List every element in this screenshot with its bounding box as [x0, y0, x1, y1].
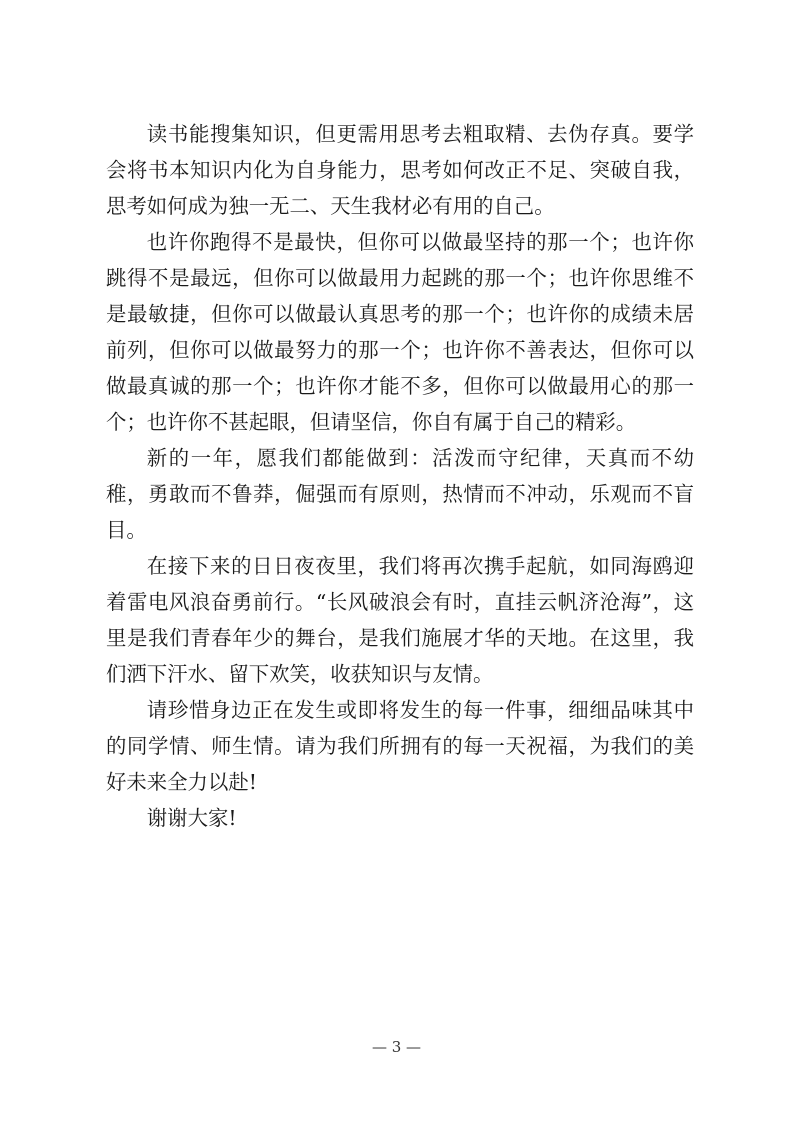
paragraph-new-year: 新的一年，愿我们都能做到：活泼而守纪律，天真而不幼稚，勇敢而不鲁莽，倔强而有原则，热情而不冲动，乐观而不盲目。 — [106, 446, 694, 542]
page-number: — 3 — — [371, 1038, 422, 1056]
paragraph-set-sail: 在接下来的日日夜夜里，我们将再次携手起航，如同海鸥迎着雷电风浪奋勇前行。“长风破浪会有时，直挂云帆济沧海”，这里是我们青春年少的舞台，是我们施展才华的天地。在这里，我们洒下汗水、留下欢笑，收获知识与友情。 — [106, 554, 694, 686]
paragraph-maybe-you: 也许你跑得不是最快，但你可以做最坚持的那一个；也许你跳得不是最远，但你可以做最用力起跳的那一个；也许你思维不是最敏捷，但你可以做最认真思考的那一个；也许你的成绩未居前列，但你可以做最努力的那一个；也许你不善表达，但你可以做最真诚的那一个；也许你才能不多，但你可以做最用心的那一个；也许你不甚起眼，但请坚信，你自有属于自己的精彩。 — [106, 230, 694, 434]
paragraph-reading: 读书能搜集知识，但更需用思考去粗取精、去伪存真。要学会将书本知识内化为自身能力，思考如何改正不足、突破自我，思考如何成为独一无二、天生我材必有用的自己。 — [106, 122, 694, 218]
body-text — [106, 116, 694, 836]
paragraph-thanks: 谢谢大家! — [146, 806, 237, 830]
paragraph-cherish: 请珍惜身边正在发生或即将发生的每一件事，细细品味其中的同学情、师生情。请为我们所拥有的每一天祝福，为我们的美好未来全力以赴! — [106, 698, 694, 794]
